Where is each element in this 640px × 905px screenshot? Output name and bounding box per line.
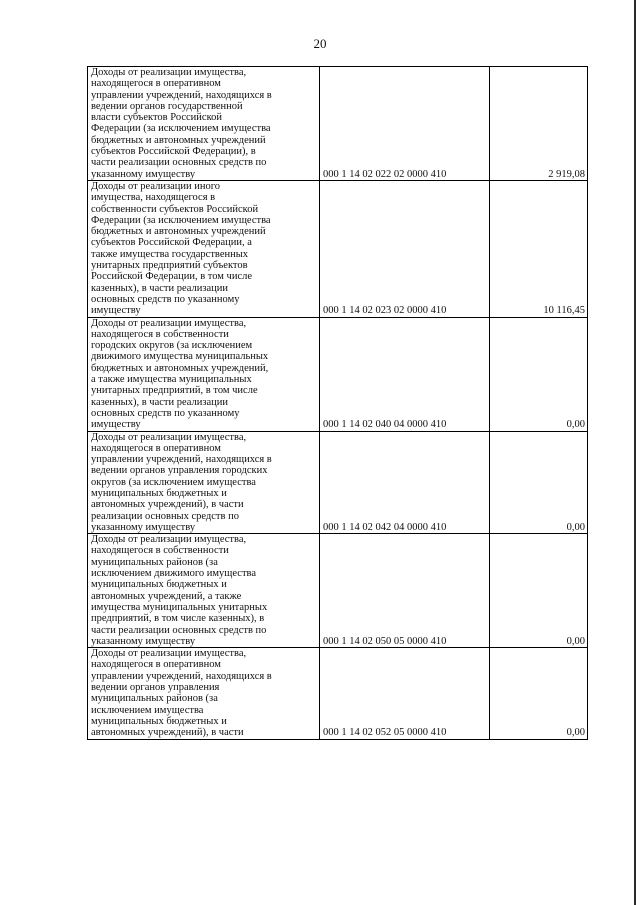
table-row <box>88 180 588 317</box>
revenue-description: Доходы от реализации имущества, находящегося в оперативном управлении учреждений, находящихся в ведении органов государственной власти субъектов Российской Федерации (за исключением имущества бюджетных и автономных учреждений субъектов Российской Федерации), в части реализации основных средств по указанному имуществу <box>88 67 320 181</box>
table-row <box>88 317 588 431</box>
table-row <box>88 431 588 534</box>
revenue-amount: 0,00 <box>490 317 588 431</box>
table-row <box>88 648 588 739</box>
revenue-amount: 0,00 <box>490 431 588 534</box>
revenue-description: Доходы от реализации имущества, находящегося в собственности муниципальных районов (за исключением движимого имущества муниципальных бюджетных и автономных учреждений, а также имущества муниципальных унитарных предприятий, в том числе казенных), в части реализации основных средств по указанному имуществу <box>88 534 320 648</box>
scan-edge-line <box>634 0 636 905</box>
table-row <box>88 67 588 181</box>
budget-classification-code: 000 1 14 02 042 04 0000 410 <box>320 431 490 534</box>
budget-classification-code: 000 1 14 02 040 04 0000 410 <box>320 317 490 431</box>
revenue-description: Доходы от реализации имущества, находящегося в оперативном управлении учреждений, находящихся в ведении органов управления городских округов (за исключением имущества муниципальных бюджетных и автономных учреждений), в части реализации основных средств по указанному имуществу <box>88 431 320 534</box>
revenue-amount: 0,00 <box>490 534 588 648</box>
revenue-description: Доходы от реализации имущества, находящегося в собственности городских округов (за исключением движимого имущества муниципальных бюджетных и автономных учреждений, а также имущества муниципальных унитарных предприятий, в том числе казенных), в части реализации основных средств по указанному имуществу <box>88 317 320 431</box>
revenue-amount: 10 116,45 <box>490 180 588 317</box>
budget-classification-code: 000 1 14 02 050 05 0000 410 <box>320 534 490 648</box>
revenue-amount: 2 919,08 <box>490 67 588 181</box>
table-row <box>88 534 588 648</box>
budget-classification-code: 000 1 14 02 052 05 0000 410 <box>320 648 490 739</box>
budget-classification-code: 000 1 14 02 023 02 0000 410 <box>320 180 490 317</box>
budget-classification-code: 000 1 14 02 022 02 0000 410 <box>320 67 490 181</box>
revenue-description: Доходы от реализации имущества, находящегося в оперативном управлении учреждений, находящихся в ведении органов управления муниципальных районов (за исключением имущества муниципальных бюджетных и автономных учреждений), в части <box>88 648 320 739</box>
page-number: 20 <box>313 36 327 51</box>
revenue-description: Доходы от реализации иного имущества, находящегося в собственности субъектов Российской Федерации (за исключением имущества бюджетных и автономных учреждений субъектов Российской Федерации, а также имущества государственных унитарных предприятий субъектов Российской Федерации, в том числе казенных), в части реализации основных средств по указанному имуществу <box>88 180 320 317</box>
revenue-amount: 0,00 <box>490 648 588 739</box>
revenue-table <box>87 66 588 740</box>
